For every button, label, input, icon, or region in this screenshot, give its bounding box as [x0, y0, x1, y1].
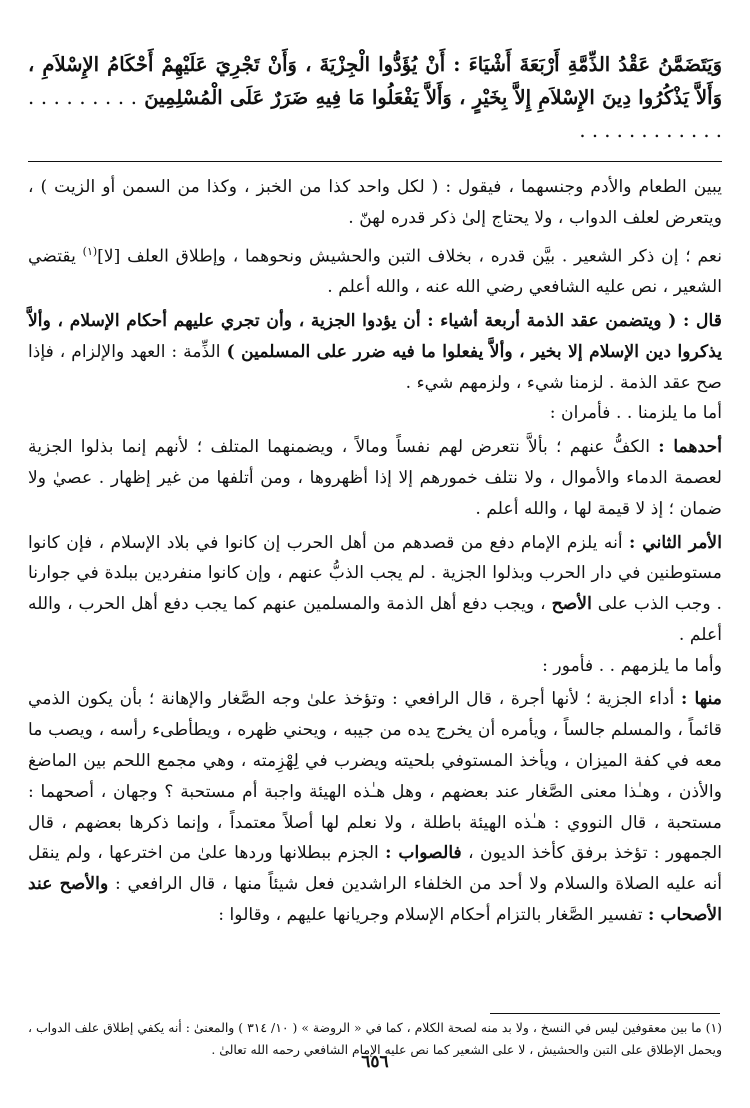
paragraph-5 — [28, 432, 722, 524]
paragraph-8-bold-2: والأصح عند الأصحاب : — [28, 874, 722, 926]
paragraph-6-lead: الأمر الثاني : — [629, 532, 722, 553]
paragraph-3-rest: الذِّمة : العهد والإلزام ، فإذا صح عقد الذمة . لزمنا شيء ، ولزمهم شيء . — [28, 341, 722, 393]
matn-line: وَيَتَضَمَّنُ عَقْدُ الذِّمَّةِ أَرْبَعَةَ أَشْيَاءَ : أَنْ يُؤَدُّوا الْجِزْيَةَ ، وَأَنْ تَجْرِيَ عَلَيْهِمْ أَحْكَامُ الإِسْلاَمِ ، وَأَلاَّ يَذْكُرُوا دِينَ الإِسْلاَمِ إِلاَّ بِخَيْرٍ ، وَأَلاَّ يَفْعَلُوا مَا فِيهِ ضَرَرٌ عَلَى الْمُسْلِمِينَ — [28, 53, 723, 109]
paragraph-2 — [28, 237, 722, 303]
matn-text — [28, 48, 722, 147]
page-number: ٦٥٦ — [361, 1052, 389, 1072]
paragraph-4: أما ما يلزمنا . . فأمران : — [549, 403, 722, 424]
footnote: (١) ما بين معقوفين ليس في النسخ ، ولا بد منه لصحة الكلام ، كما في « الروضة » ( ١٠/ ٣١٤ ) والمعنىٰ : أنه يكفي إطلاق علف الدواب ، ويحمل الإطلاق على التبن والحشيش ، لا على الشعير كما نص عليه الإمام الشافعي رحمه الله تعالىٰ . — [28, 1020, 722, 1057]
paragraph-7: وأما ما يلزمهم . . فأمور : — [542, 655, 722, 676]
paragraph-2-end: يقتضي الشعير ، نص عليه الشافعي رضي الله عنه ، والله أعلم . — [28, 246, 722, 298]
paragraph-8 — [28, 684, 722, 930]
paragraph-8-lead: منها : — [680, 689, 722, 710]
paragraph-6-b: ، ويجب دفع أهل الذمة والمسلمين عنهم كما يجب دفع أهل الحرب ، والله أعلم . — [28, 594, 722, 645]
matn-dots: . . . . . . . . . . . . . . . . . . . . . — [28, 86, 722, 142]
commentary-body — [28, 172, 722, 931]
paragraph-2-start: نعم ؛ إن ذكر الشعير . بيَّن قدره ، بخلاف التبن والحشيش ونحوهما ، وإطلاق العلف [لا] — [97, 246, 723, 267]
page-content — [28, 48, 722, 931]
paragraph-8-b: الجزم ببطلانها وردها علىٰ من اخترعها ، ولم ينقل أنه عليه الصلاة والسلام ولا أحد من الخلفاء الراشدين فعل شيئاً منها ، قال الرافعي : — [28, 843, 722, 895]
paragraph-5-rest: الكفُّ عنهم ؛ بألاَّ نتعرض لهم نفساً ومالاً ، ويضمنهما المتلف ؛ لأنهم إنما بذلوا الجزية لعصمة الدماء والأموال ، ولا نتلف خمورهم إلا إذا أظهروها ، ومن أتلفها من غير إظهار . عصيٰ ولا ضمان ؛ إذ لا قيمة لها ، والله أعلم . — [28, 437, 722, 519]
paragraph-6 — [28, 528, 722, 651]
footnote-ref[interactable]: (١) — [82, 244, 98, 258]
paragraph-5-lead: أحدهما : — [658, 437, 722, 458]
footnote-divider — [490, 1013, 720, 1014]
paragraph-3 — [28, 306, 722, 398]
paragraph-6-a: أنه يلزم الإمام دفع من قصدهم من أهل الحرب إن كانوا في بلاد الإسلام ، فإن كانوا مستوطنين في دار الحرب وبذلوا الجزية . لم يجب الذبُّ عنهم ، وإن كانوا منفردين ببلدة في جوارنا . وجب الذب على — [28, 532, 722, 615]
paragraph-8-c: تفسير الصَّغار بالتزام أحكام الإسلام وجريانها عليهم ، وقالوا : — [218, 905, 648, 926]
paragraph-3-quote: قال : ( ويتضمن عقد الذمة أربعة أشياء : أن يؤدوا الجزية ، وأن تجري عليهم أحكام الإسلام ، وألاَّ يذكروا دين الإسلام إلا بخير ، وألاَّ يفعلوا ما فيه ضرر على المسلمين ) — [28, 310, 722, 362]
paragraph-8-bold-1: فالصواب : — [385, 843, 462, 864]
paragraph-1: يبين الطعام والأدم وجنسهما ، فيقول : ( لكل واحد كذا من الخبز ، وكذا من السمن أو الزيت ) ، ويتعرض لعلف الدواب ، ولا يحتاج إلىٰ ذكر قدره لهنّ . — [28, 177, 722, 228]
paragraph-6-bold: الأصح — [551, 594, 592, 615]
paragraph-8-a: أداء الجزية ؛ لأنها أجرة ، قال الرافعي : وتؤخذ علىٰ وجه الصَّغار والإهانة ؛ بأن يكون الذمي قائماً ، والمسلم جالساً ، ويأمره أن يخرج يده من جيبه ، ويحني ظهره ، ويطأطىء رأسه ، ويصب ما معه في كفة الميزان ، ويأخذ المستوفي بلحيته ويضرب في لِهْزِمته ، وهي مجمع اللحم بين الماضغ والأذن ، وهـٰذا معنى الصَّغار عند بعضهم ، وهل هـٰذه الهيئة واجبة أم مستحبة ؟ وجهان ، أصحهما : مستحبة ، قال النووي : هـٰذه الهيئة باطلة ، ولا نعلم لها أصلاً معتمداً ، وإنما ذكرها بعضهم ، قال الجمهور : تؤخذ برفق كأخذ الديون ، — [28, 689, 722, 864]
matn-divider — [28, 161, 722, 162]
